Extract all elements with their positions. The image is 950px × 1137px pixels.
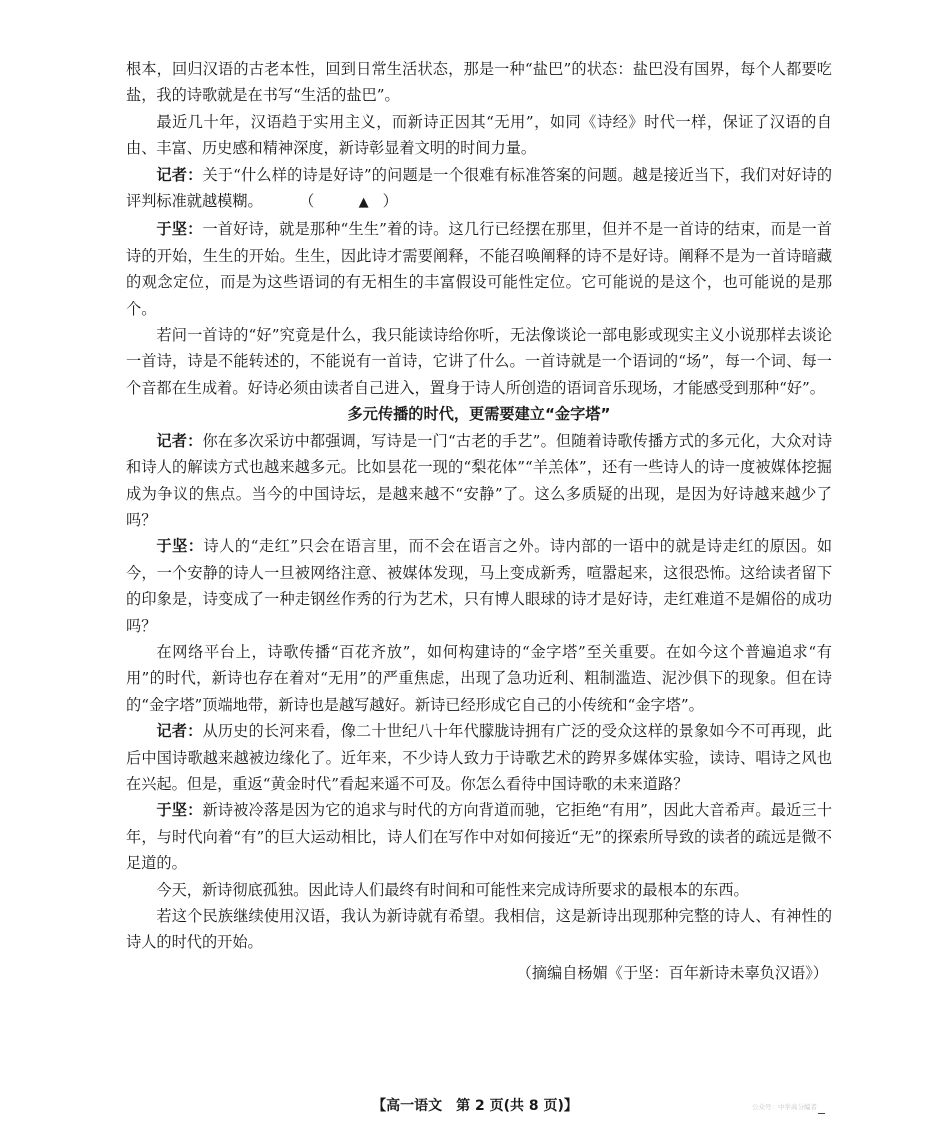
speaker-label: 记者： [156,165,203,184]
paragraph-10: 今天，新诗彻底孤独。因此诗人们最终有时间和可能性来完成诗所要求的最根本的东西。 [156,880,749,899]
triangle-icon: ▲ [358,195,369,211]
paragraph-3: 于坚：一首好诗，就是那种“生生”着的诗。这几行已经摆在那里，但并不是一首诗的结束，而是一首诗的开始，生生的开始。生生，因此诗才需要阐释，不能召唤阐释的诗不是好诗。阐释不是为一首诗暗藏的观念定位，而是为这些语词的有无相生的丰富假设可能性定位。它可能说的是这个，也可能说的是那个。 [126,220,833,318]
paragraph-1: 最近几十年，汉语趋于实用主义，而新诗正因其“无用”，如同《诗经》时代一样，保证了汉语的自由、丰富、历史感和精神深度，新诗彰显着文明的时间力量。 [126,112,832,158]
paragraph-9: 于坚：新诗被冷落是因为它的追求与时代的方向背道而驰，它拒绝“有用”，因此大音希声。最近三十年，与时代向着“有”的巨大运动相比，诗人们在写作中对如何接近“无”的探索所导致的读者的疏远是微不足道的。 [126,801,833,873]
paragraph-8: 记者：从历史的长河来看，像二十世纪八十年代朦胧诗拥有广泛的受众这样的景象如今不可再现，此后中国诗歌越来越被边缘化了。近年来，不少诗人致力于诗歌艺术的跨界多媒体实验，读诗、唱诗之风也在兴起。但是，重返“黄金时代”看起来遥不可及。你怎么看待中国诗歌的未来道路？ [126,722,833,793]
watermark: 公众号：中学高分编者 [752,1103,817,1111]
section-heading: 多元传播的时代，更需要建立“金字塔” [347,405,611,424]
paragraph-7: 在网络平台上，诗歌传播“百花齐放”，如何构建诗的“金字塔”至关重要。在如今这个普遍追求“有用”的时代，新诗也存在着对“无用”的严重焦虑，出现了急功近利、粗制滥造、泥沙俱下的现象。但在诗的“金字塔”顶端地带，新诗也是越写越好。新诗已经形成它自己的小传统和“金字塔”。 [126,642,832,714]
answer-blank: （ ▲ ） [263,188,404,216]
speaker-label: 于坚： [156,220,203,239]
article-body [126,56,832,986]
paragraph-5: 记者：你在多次采访中都强调，写诗是一门“古老的手艺”。但随着诗歌传播方式的多元化，大众对诗和诗人的解读方式也越来越多元。比如昙花一现的“梨花体”“羊羔体”，还有一些诗人的诗一度被媒体挖掘成为争议的焦点。当今的中国诗坛，是越来越不“安静”了。这么多质疑的出现，是因为好诗越来越少了吗？ [126,431,833,529]
speaker-label: 于坚： [156,537,204,556]
paragraph-2: 记者：关于“什么样的诗是好诗”的问题是一个很难有标准答案的问题。越是接近当下，我们对好诗的评判标准就越模糊。 （ ▲ ） [126,162,832,217]
speaker-label: 记者： [156,722,203,741]
corner-dash [818,1113,825,1114]
paragraph-0: 根本，回归汉语的古老本性，回到日常生活状态，那是一种“盐巴”的状态：盐巴没有国界，每个人都要吃盐，我的诗歌就是在书写“生活的盐巴”。 [126,60,832,105]
page-footer: 【高一语文 第 2 页(共 8 页)】 [372,1098,578,1114]
source-citation: （摘编自杨媚《于坚：百年新诗未辜负汉语》） [516,963,828,982]
paragraph-4: 若问一首诗的“好”究竟是什么，我只能读诗给你听，无法像谈论一部电影或现实主义小说那样去谈论一首诗，诗是不能转述的，不能说有一首诗，它讲了什么。一首诗就是一个语词的“场”，每一个词、每一个音都在生成着。好诗必须由读者自己进入，置身于诗人所创造的语词音乐现场，才能感受到那种“好”。 [126,326,832,397]
speaker-label: 于坚： [156,801,203,820]
speaker-label: 记者： [156,431,203,450]
paragraph-6: 于坚：诗人的“走红”只会在语言里，而不会在语言之外。诗内部的一语中的就是诗走红的原因。如今，一个安静的诗人一旦被网络注意、被媒体发现，马上变成新秀，喧嚣起来，这很恐怖。这给读者留下的印象是，诗变成了一种走钢丝作秀的行为艺术，只有博人眼球的诗才是好诗，走红难道不是媚俗的成功吗？ [126,537,833,635]
paragraph-11: 若这个民族继续使用汉语，我认为新诗就有希望。我相信，这是新诗出现那种完整的诗人、有神性的诗人的时代的开始。 [126,907,832,952]
